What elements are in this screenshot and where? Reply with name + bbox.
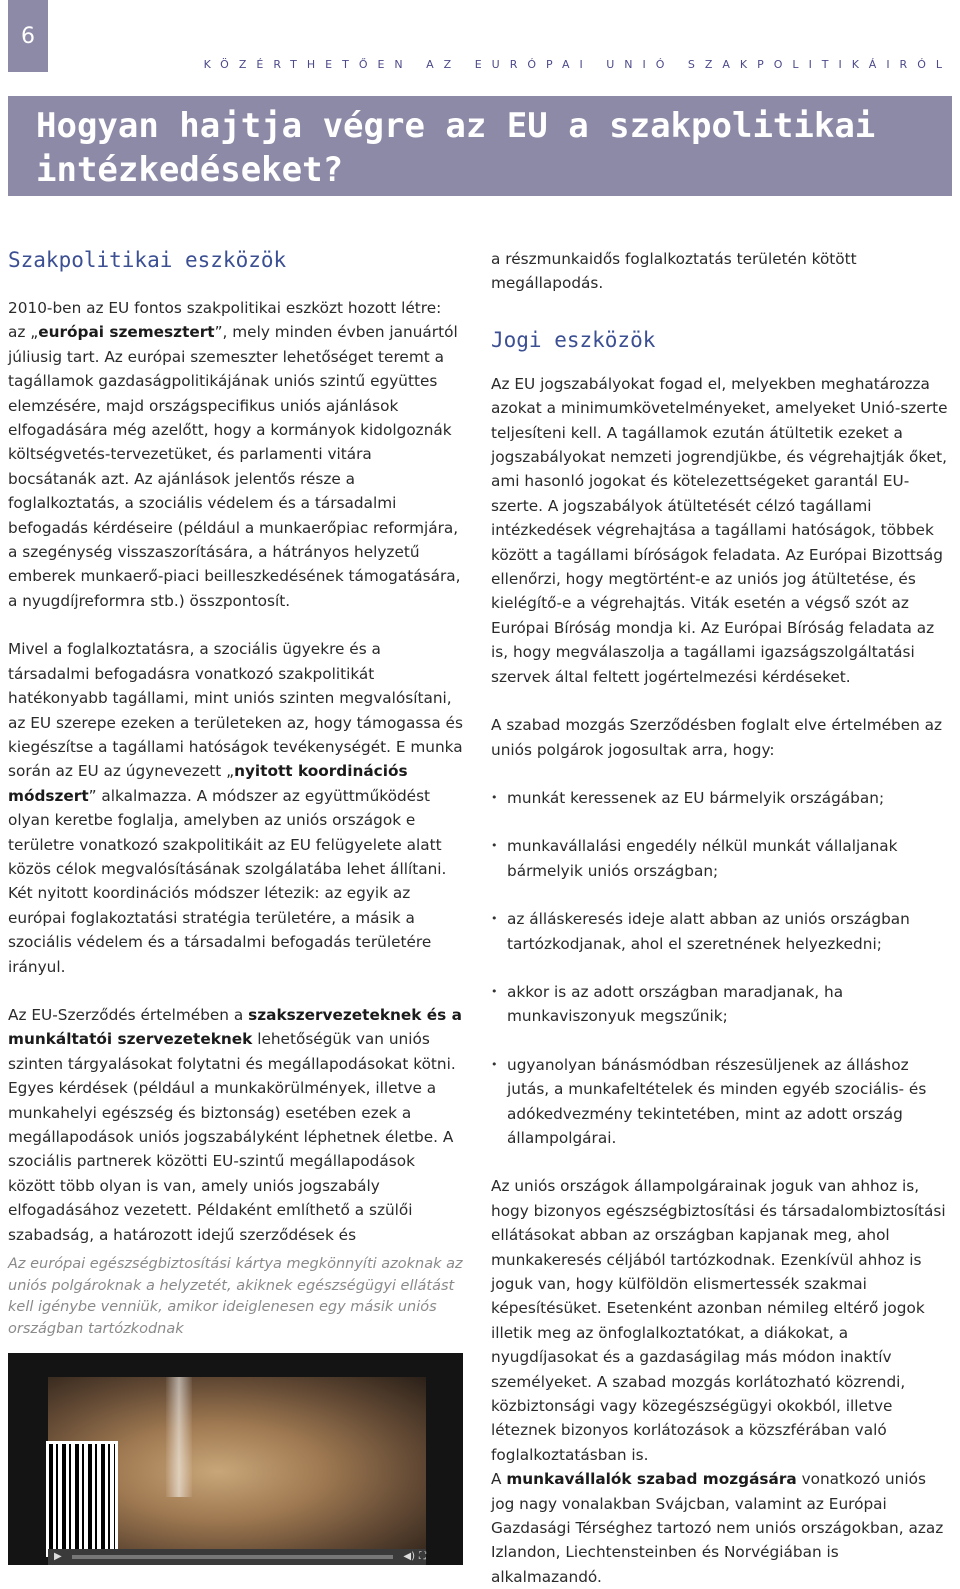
list-item: • az álláskeresés ideje alatt abban az uniós országban tartózkodjanak, ahol el szeretnének helyezkedni; [491,907,953,956]
list-item: • akkor is az adott országban maradjanak, ha munkaviszonyuk megszűnik; [491,980,953,1029]
paragraph-european-semester [8,296,463,613]
text-run: vonatkozó uniós jog nagy vonalakban Svájcban, valamint az Európai Gazdasági Térséghez tartozó nem uniós országokban, azaz Izlandon, Liechtensteinben és Norvégiában is alkalmazandó. [491,1470,944,1586]
page-title-line-1: Hogyan hajtja végre az EU a szakpolitikai [36,106,876,146]
play-icon[interactable]: ▶ [54,1551,62,1562]
paragraph-free-movement-intro: A szabad mozgás Szerződésben foglalt elve értelmében az uniós polgárok jogosultak arra, hogy: [491,716,943,759]
image-caption: Az európai egészségbiztosítási kártya megkönnyíti azoknak az uniós polgároknak a helyzetét, akiknek egészségügyi ellátást kell igénybe venniük, amikor ideiglenesen egy másik uniós országban tartózkodnak [8,1256,463,1337]
text-run: lehetőségük van uniós szinten tárgyalásokat folytatni és megállapodásokat kötni. Egyes kérdések (például a munkakörülmények, illetve a munkahelyi egészség és biztonság) esetében ezek a megállapodások uniós jogszabályként léphetnek életbe. A szociális partnerek közötti EU-szintű megállapodások között több olyan is van, amely uniós jogszabály elfogadásához vezetett. Példaként említhető a szülői szabadság, a határozott idejű szerződések és [8,1030,456,1244]
list-item: • munkát keressenek az EU bármelyik országában; [491,786,953,810]
paragraph-social-security-rights: Az uniós országok állampolgárainak joguk van ahhoz is, hogy bizonyos egészségbiztosítási és társadalombiztosítási ellátásokat abban az országban kapjanak meg, ahol munkakeresés céljából tartózkodnak. Ezenkívül ahhoz is joguk van, hogy külföldön elismertessék szakmai képesítésüket. Esetenként azonban némileg eltérő jogok illetik meg az önfoglalkoztatókat, a diákokat, a nyugdíjasokat és a gazdaságilag más módon inaktív személyeket. A szabad mozgás korlátozható közrendi, közbiztonsági vagy közegészségügyi okokból, illetve léteznek bizonyos korlátozások a közszférában való foglalkoztatásban is. [491,1177,946,1464]
water-stream [166,1377,192,1497]
paragraph-legislation: Az EU jogszabályokat fogad el, melyekben meghatározza azokat a minimumkövetelményeket, amelyeket Unió-szerte teljesíteni kell. A tagállamok ezután átültetik ezeket a jogszabályokat nemzeti jogrendjükbe, és végrehajtják őket, ami hasonló jogokat és kötelezettségeket garantál EU-szerte. A jogszabályok átültetését célzó tagállami intézkedések végrehajtása a tagállami hatóságok, többek között a tagállami bíróságok feladata. Az Európai Bizottság ellenőrzi, hogy megtörtént-e az uniós jog átültetése, és kielégítő-e a végrehajtás. Viták esetén a végső szót az Európai Bíróság mondja ki. Az Európai Bíróság feladata az is, hogy megválaszolja a tagállami igazságszolgáltatási szervek által feltett jogértelmezési kérdéseket. [491,374,948,686]
list-item: • ugyanolyan bánásmódban részesüljenek az álláshoz jutás, a munkafeltételek és minden egyéb szociális- és adókedvezmény tekintetében, mint az adott ország állampolgárai. [491,1053,953,1151]
text-run: A [491,1470,507,1489]
title-band [8,96,952,196]
volume-icon[interactable]: ◀) [403,1551,415,1562]
video-progress-bar[interactable] [72,1555,394,1559]
qr-code [46,1441,118,1557]
page-title-line-2: intézkedéseket? [36,150,344,190]
list-item: • munkavállalási engedély nélkül munkát vállaljanak bármelyik uniós országban; [491,834,953,883]
series-title: KÖZÉRTHETŐEN AZ EURÓPAI UNIÓ SZAKPOLITIKÁIRÓL [203,58,952,71]
text-run: ” alkalmazza. A módszer az együttműködést olyan keretbe foglalja, amelyben az uniós országok e területre vonatkozó szakpolitikáit az EU felügyelete alatt közös célok megvalósításának szolgálatába lehet állítani. Két nyitott koordinációs módszer létezik: az egyik az európai foglakoztatási stratégia területére, a másik a szociális védelem és a társadalmi befogadás területére irányul. [8,786,447,976]
emphasis-european-semester: európai szemesztert [38,323,215,342]
text-run: Az EU-Szerződés értelmében a [8,1005,249,1024]
text-run: ”, mely minden évben januártól júliusig tart. Az európai szemeszter lehetőséget teremt a tagállamok gazdaságpolitikájának uniós szintű együttes elemzésére, majd országspecifikus uniós ajánlások elfogadására még azelőtt, hogy a kormányok kidolgoznák költségvetés-tervezetüket, és parlamenti vitára bocsátanák azt. Az ajánlások jelentős része a foglalkoztatás, a szociális védelem és a társadalmi befogadás kérdéseire (például a munkaerőpiac reformjára, a szegénység visszaszorítására, a hátrányos helyzetű emberek munkaerő-piaci beilleszkedésének támogatására, a nyugdíjreformra stb.) összpontosít. [8,323,461,610]
paragraph-continuation: a részmunkaidős foglalkoztatás területén kötött megállapodás. [491,250,857,293]
paragraph-open-coordination [8,637,463,979]
rights-list [491,786,953,1150]
fullscreen-icon[interactable]: ⛶ [419,1551,426,1562]
video-player[interactable] [8,1353,463,1565]
emphasis-social-partners: szakszervezeteknek és a munkáltatói szervezeteknek [8,1005,462,1049]
paragraph-social-partners [8,1003,463,1247]
right-column [491,247,953,1589]
page-title [8,96,952,192]
page-number: 6 [8,0,48,72]
video-controls [48,1549,426,1565]
left-column [8,246,463,1247]
section-heading-policy-tools: Szakpolitikai eszközök [8,248,287,272]
text-run: Mivel a foglalkoztatásra, a szociális ügyekre és a társadalmi befogadásra vonatkozó szakpolitikát hatékonyabb tagállami, mint uniós szinten megvalósítani, az EU szerepe ezeken a területeken az, hogy támogassa és kiegészítse a tagállami hatóságok tevékenységét. E munka során az EU az úgynevezett „ [8,640,463,781]
section-heading-legal-tools: Jogi eszközök [491,327,656,352]
emphasis-open-coordination: nyitott koordinációs módszert [8,762,408,805]
text-run: 2010-ben az EU fontos szakpolitikai eszközt hozott létre: az „ [8,299,442,342]
paragraph-workers-free-movement [491,1467,953,1589]
emphasis-workers-free-movement: munkavállalók szabad mozgására [506,1470,797,1489]
